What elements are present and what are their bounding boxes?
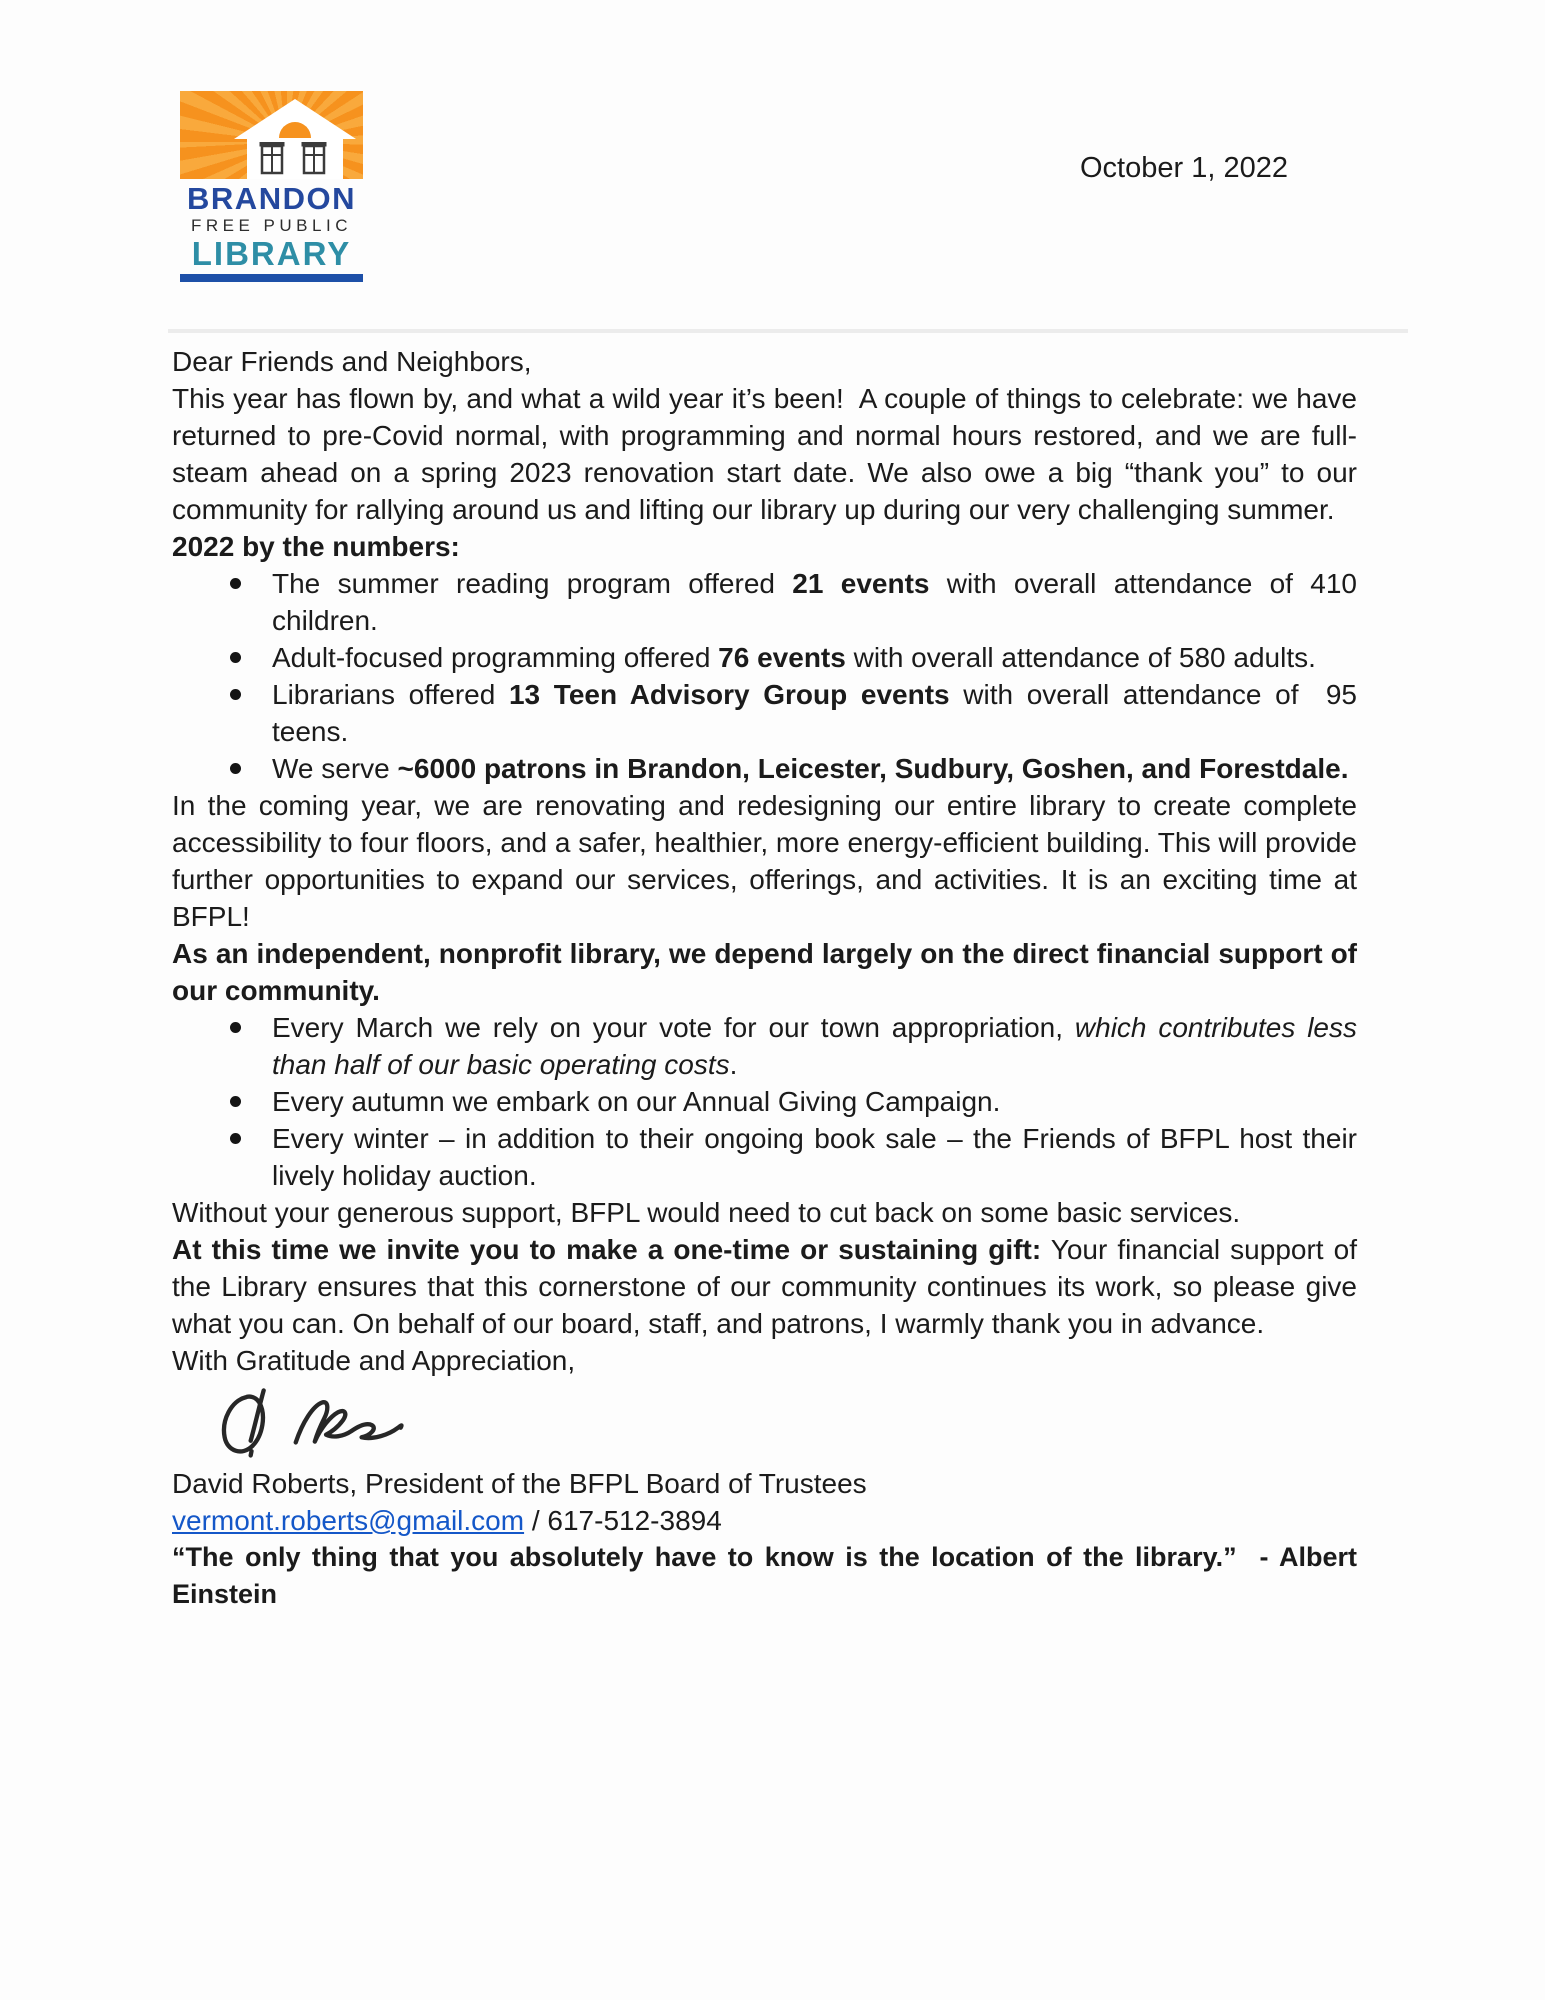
handwritten-signature <box>208 1387 432 1465</box>
logo-text-brandon: BRANDON <box>187 181 356 216</box>
paragraph-without-support: Without your generous support, BFPL would need to cut back on some basic services. <box>172 1197 1241 1228</box>
bullet-icon <box>230 1022 241 1033</box>
bullet-adult-programming <box>172 639 1357 676</box>
bullet-holiday-auction <box>172 1120 1357 1194</box>
bullet-text: The summer reading program offered 21 events with overall attendance of 410 children. <box>272 568 1357 636</box>
closing-line: With Gratitude and Appreciation, <box>172 1345 576 1376</box>
paragraph-invite-gift: At this time we invite you to make a one-time or sustaining gift: Your financial support of the Library ensures that this cornerstone of our community continues its work, so please give what you can. On behalf of our board, staff, and patrons, I warmly thank you in advance. <box>172 1234 1357 1339</box>
support-heading: As an independent, nonprofit library, we depend largely on the direct financial support of our community. <box>172 938 1357 1006</box>
bullet-text: Every March we rely on your vote for our town appropriation, which contributes less than half of our basic operating costs. <box>272 1012 1357 1080</box>
bullet-teen-advisory <box>172 676 1357 750</box>
phone-number: / 617-512-3894 <box>524 1505 722 1536</box>
bullet-icon <box>230 578 241 589</box>
bullet-patrons-served <box>172 750 1357 787</box>
signer-name-title: David Roberts, President of the BFPL Board of Trustees <box>172 1468 867 1499</box>
bullet-icon <box>230 1096 241 1107</box>
footer-quote: “The only thing that you absolutely have to know is the location of the library.” - Albert Einstein <box>172 1542 1357 1609</box>
bullet-text: Every autumn we embark on our Annual Giving Campaign. <box>272 1086 1001 1117</box>
bullet-icon <box>230 652 241 663</box>
logo-text-library: LIBRARY <box>191 235 352 272</box>
bullet-text: Librarians offered 13 Teen Advisory Group events with overall attendance of 95 teens. <box>272 679 1357 747</box>
logo-house-icon <box>180 91 363 179</box>
logo-text-free-public: FREE PUBLIC <box>191 216 352 235</box>
logo-sunburst-image <box>180 91 363 179</box>
scan-streak-artifact <box>168 329 1408 333</box>
numbers-heading: 2022 by the numbers: <box>172 531 460 562</box>
library-logo <box>180 91 363 282</box>
bullet-icon <box>230 763 241 774</box>
paragraph-renovation: In the coming year, we are renovating and redesigning our entire library to create complete accessibility to four floors, and a safer, healthier, more energy-efficient building. This will provide further opportunities to expand our services, offerings, and activities. It is an exciting time at BFPL! <box>172 790 1357 932</box>
bullet-summer-reading <box>172 565 1357 639</box>
letter-content <box>172 343 1357 1613</box>
bullet-annual-giving <box>172 1083 1357 1120</box>
email-link[interactable]: vermont.roberts@gmail.com <box>172 1505 525 1536</box>
contact-line <box>172 1502 1357 1539</box>
letter-date: October 1, 2022 <box>1080 152 1288 184</box>
numbers-bullet-list <box>172 565 1357 787</box>
bullet-icon <box>230 1133 241 1144</box>
paragraph-intro: This year has flown by, and what a wild year it’s been! A couple of things to celebrate: we have returned to pre-Covid normal, with programming and normal hours restored, and we are full-steam ahead on a spring 2023 renovation start date. We also owe a big “thank you” to our community for rallying around us and lifting our library up during our very challenging summer. <box>172 383 1357 525</box>
bullet-text: Every winter – in addition to their ongoing book sale – the Friends of BFPL host their lively holiday auction. <box>272 1123 1357 1191</box>
bullet-icon <box>230 689 241 700</box>
bullet-text: We serve ~6000 patrons in Brandon, Leicester, Sudbury, Goshen, and Forestdale. <box>272 753 1349 784</box>
logo-underline-bar <box>180 274 363 282</box>
bullet-text: Adult-focused programming offered 76 events with overall attendance of 580 adults. <box>272 642 1316 673</box>
support-bullet-list <box>172 1009 1357 1194</box>
bullet-town-appropriation <box>172 1009 1357 1083</box>
salutation: Dear Friends and Neighbors, <box>172 346 532 377</box>
